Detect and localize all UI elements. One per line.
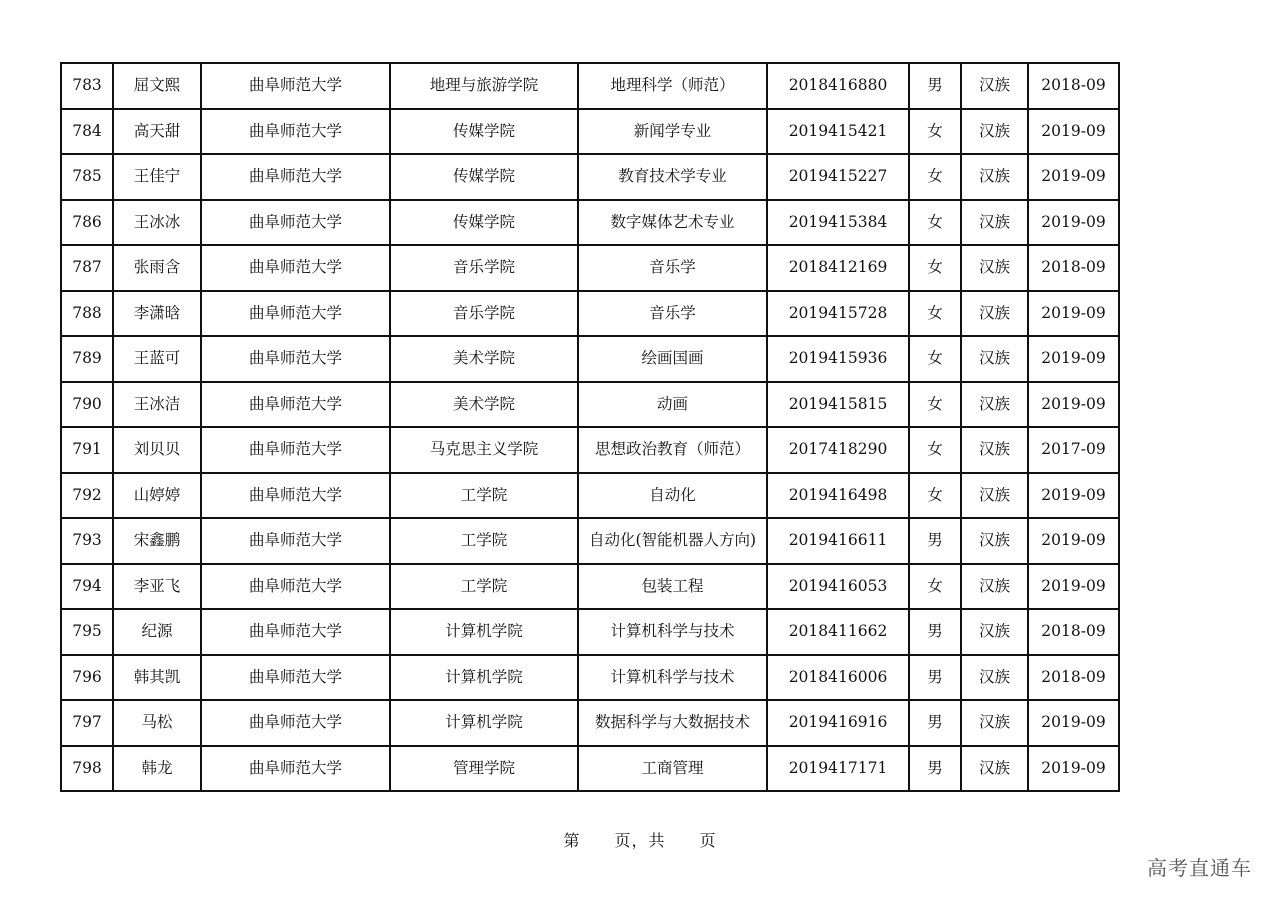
gender-cell: 男 (909, 609, 961, 655)
enrollment-date-cell: 2018-09 (1028, 245, 1119, 291)
school-cell: 曲阜师范大学 (201, 200, 390, 246)
college-cell: 传媒学院 (390, 109, 578, 155)
student-id-cell: 2019415728 (767, 291, 909, 337)
ethnicity-cell: 汉族 (961, 382, 1028, 428)
college-cell: 工学院 (390, 518, 578, 564)
student-name-cell: 马松 (113, 700, 201, 746)
ethnicity-cell: 汉族 (961, 518, 1028, 564)
enrollment-date-cell: 2019-09 (1028, 291, 1119, 337)
row-number-cell: 794 (61, 564, 113, 610)
student-id-cell: 2019416916 (767, 700, 909, 746)
ethnicity-cell: 汉族 (961, 245, 1028, 291)
row-number-cell: 784 (61, 109, 113, 155)
student-name-cell: 李亚飞 (113, 564, 201, 610)
student-name-cell: 韩龙 (113, 746, 201, 792)
gender-cell: 女 (909, 564, 961, 610)
school-cell: 曲阜师范大学 (201, 154, 390, 200)
school-cell: 曲阜师范大学 (201, 109, 390, 155)
gender-cell: 女 (909, 200, 961, 246)
ethnicity-cell: 汉族 (961, 291, 1028, 337)
student-name-cell: 刘贝贝 (113, 427, 201, 473)
ethnicity-cell: 汉族 (961, 336, 1028, 382)
school-cell: 曲阜师范大学 (201, 518, 390, 564)
row-number-cell: 796 (61, 655, 113, 701)
gender-cell: 女 (909, 382, 961, 428)
student-id-cell: 2019415384 (767, 200, 909, 246)
college-cell: 马克思主义学院 (390, 427, 578, 473)
student-name-cell: 李潇晗 (113, 291, 201, 337)
enrollment-date-cell: 2017-09 (1028, 427, 1119, 473)
row-number-cell: 791 (61, 427, 113, 473)
college-cell: 工学院 (390, 473, 578, 519)
ethnicity-cell: 汉族 (961, 655, 1028, 701)
table-row (61, 291, 1119, 337)
school-cell: 曲阜师范大学 (201, 63, 390, 109)
major-cell: 地理科学（师范） (578, 63, 767, 109)
ethnicity-cell: 汉族 (961, 427, 1028, 473)
gender-cell: 女 (909, 427, 961, 473)
college-cell: 音乐学院 (390, 291, 578, 337)
table-row (61, 245, 1119, 291)
major-cell: 教育技术学专业 (578, 154, 767, 200)
table-body (61, 63, 1119, 791)
gender-cell: 女 (909, 336, 961, 382)
college-cell: 工学院 (390, 564, 578, 610)
row-number-cell: 785 (61, 154, 113, 200)
enrollment-date-cell: 2019-09 (1028, 200, 1119, 246)
college-cell: 音乐学院 (390, 245, 578, 291)
student-name-cell: 纪源 (113, 609, 201, 655)
college-cell: 地理与旅游学院 (390, 63, 578, 109)
page-number-prefix: 第 (563, 831, 581, 850)
student-name-cell: 山婷婷 (113, 473, 201, 519)
table-row (61, 63, 1119, 109)
major-cell: 计算机科学与技术 (578, 609, 767, 655)
row-number-cell: 795 (61, 609, 113, 655)
college-cell: 传媒学院 (390, 154, 578, 200)
school-cell: 曲阜师范大学 (201, 655, 390, 701)
enrollment-date-cell: 2019-09 (1028, 109, 1119, 155)
major-cell: 自动化(智能机器人方向) (578, 518, 767, 564)
major-cell: 新闻学专业 (578, 109, 767, 155)
student-id-cell: 2017418290 (767, 427, 909, 473)
student-name-cell: 张雨含 (113, 245, 201, 291)
ethnicity-cell: 汉族 (961, 564, 1028, 610)
enrollment-date-cell: 2019-09 (1028, 154, 1119, 200)
major-cell: 数据科学与大数据技术 (578, 700, 767, 746)
student-id-cell: 2019415936 (767, 336, 909, 382)
gender-cell: 男 (909, 63, 961, 109)
school-cell: 曲阜师范大学 (201, 291, 390, 337)
student-name-cell: 高天甜 (113, 109, 201, 155)
major-cell: 工商管理 (578, 746, 767, 792)
student-name-cell: 王蓝可 (113, 336, 201, 382)
ethnicity-cell: 汉族 (961, 746, 1028, 792)
school-cell: 曲阜师范大学 (201, 473, 390, 519)
student-id-cell: 2018411662 (767, 609, 909, 655)
school-cell: 曲阜师范大学 (201, 700, 390, 746)
enrollment-date-cell: 2019-09 (1028, 382, 1119, 428)
major-cell: 思想政治教育（师范） (578, 427, 767, 473)
major-cell: 数字媒体艺术专业 (578, 200, 767, 246)
college-cell: 计算机学院 (390, 700, 578, 746)
college-cell: 管理学院 (390, 746, 578, 792)
student-id-cell: 2018416006 (767, 655, 909, 701)
page-footer (0, 828, 1280, 851)
school-cell: 曲阜师范大学 (201, 336, 390, 382)
student-id-cell: 2018412169 (767, 245, 909, 291)
row-number-cell: 798 (61, 746, 113, 792)
page-number-suffix: 页 (699, 831, 717, 850)
row-number-cell: 787 (61, 245, 113, 291)
table-row (61, 336, 1119, 382)
student-name-cell: 韩其凯 (113, 655, 201, 701)
major-cell: 自动化 (578, 473, 767, 519)
major-cell: 绘画国画 (578, 336, 767, 382)
major-cell: 音乐学 (578, 291, 767, 337)
watermark-logo-text: 高考直通车 (1147, 856, 1252, 880)
table-row (61, 427, 1119, 473)
college-cell: 美术学院 (390, 336, 578, 382)
major-cell: 计算机科学与技术 (578, 655, 767, 701)
row-number-cell: 793 (61, 518, 113, 564)
ethnicity-cell: 汉族 (961, 609, 1028, 655)
ethnicity-cell: 汉族 (961, 109, 1028, 155)
student-id-cell: 2019415815 (767, 382, 909, 428)
enrollment-date-cell: 2019-09 (1028, 336, 1119, 382)
table-row (61, 382, 1119, 428)
major-cell: 动画 (578, 382, 767, 428)
enrollment-date-cell: 2019-09 (1028, 746, 1119, 792)
table-row (61, 564, 1119, 610)
student-id-cell: 2018416880 (767, 63, 909, 109)
school-cell: 曲阜师范大学 (201, 564, 390, 610)
enrollment-date-cell: 2019-09 (1028, 473, 1119, 519)
enrollment-date-cell: 2019-09 (1028, 700, 1119, 746)
student-name-cell: 王冰洁 (113, 382, 201, 428)
student-name-cell: 王佳宁 (113, 154, 201, 200)
row-number-cell: 789 (61, 336, 113, 382)
school-cell: 曲阜师范大学 (201, 746, 390, 792)
student-id-cell: 2019416611 (767, 518, 909, 564)
row-number-cell: 797 (61, 700, 113, 746)
student-name-cell: 宋鑫鹏 (113, 518, 201, 564)
school-cell: 曲阜师范大学 (201, 609, 390, 655)
gender-cell: 男 (909, 655, 961, 701)
table-row (61, 109, 1119, 155)
ethnicity-cell: 汉族 (961, 63, 1028, 109)
major-cell: 音乐学 (578, 245, 767, 291)
enrollment-date-cell: 2018-09 (1028, 63, 1119, 109)
gender-cell: 男 (909, 746, 961, 792)
gender-cell: 女 (909, 154, 961, 200)
school-cell: 曲阜师范大学 (201, 245, 390, 291)
table-row (61, 473, 1119, 519)
college-cell: 计算机学院 (390, 609, 578, 655)
enrollment-date-cell: 2018-09 (1028, 609, 1119, 655)
enrollment-date-cell: 2018-09 (1028, 655, 1119, 701)
gender-cell: 男 (909, 518, 961, 564)
student-id-cell: 2019416498 (767, 473, 909, 519)
gender-cell: 女 (909, 473, 961, 519)
row-number-cell: 783 (61, 63, 113, 109)
enrollment-date-cell: 2019-09 (1028, 518, 1119, 564)
row-number-cell: 788 (61, 291, 113, 337)
gender-cell: 女 (909, 291, 961, 337)
table-row (61, 746, 1119, 792)
student-id-cell: 2019416053 (767, 564, 909, 610)
row-number-cell: 786 (61, 200, 113, 246)
college-cell: 计算机学院 (390, 655, 578, 701)
student-name-cell: 屈文熙 (113, 63, 201, 109)
page-number-middle: 页，共 (614, 831, 666, 850)
student-id-cell: 2019415227 (767, 154, 909, 200)
major-cell: 包装工程 (578, 564, 767, 610)
enrollment-date-cell: 2019-09 (1028, 564, 1119, 610)
row-number-cell: 790 (61, 382, 113, 428)
row-number-cell: 792 (61, 473, 113, 519)
gender-cell: 女 (909, 245, 961, 291)
table-row (61, 154, 1119, 200)
table-row (61, 518, 1119, 564)
college-cell: 美术学院 (390, 382, 578, 428)
gender-cell: 男 (909, 700, 961, 746)
ethnicity-cell: 汉族 (961, 200, 1028, 246)
ethnicity-cell: 汉族 (961, 700, 1028, 746)
table-row (61, 609, 1119, 655)
school-cell: 曲阜师范大学 (201, 427, 390, 473)
ethnicity-cell: 汉族 (961, 154, 1028, 200)
college-cell: 传媒学院 (390, 200, 578, 246)
table-row (61, 200, 1119, 246)
table-row (61, 655, 1119, 701)
gender-cell: 女 (909, 109, 961, 155)
student-id-cell: 2019417171 (767, 746, 909, 792)
student-id-cell: 2019415421 (767, 109, 909, 155)
table-row (61, 700, 1119, 746)
student-name-cell: 王冰冰 (113, 200, 201, 246)
student-list-table (60, 62, 1120, 792)
school-cell: 曲阜师范大学 (201, 382, 390, 428)
ethnicity-cell: 汉族 (961, 473, 1028, 519)
